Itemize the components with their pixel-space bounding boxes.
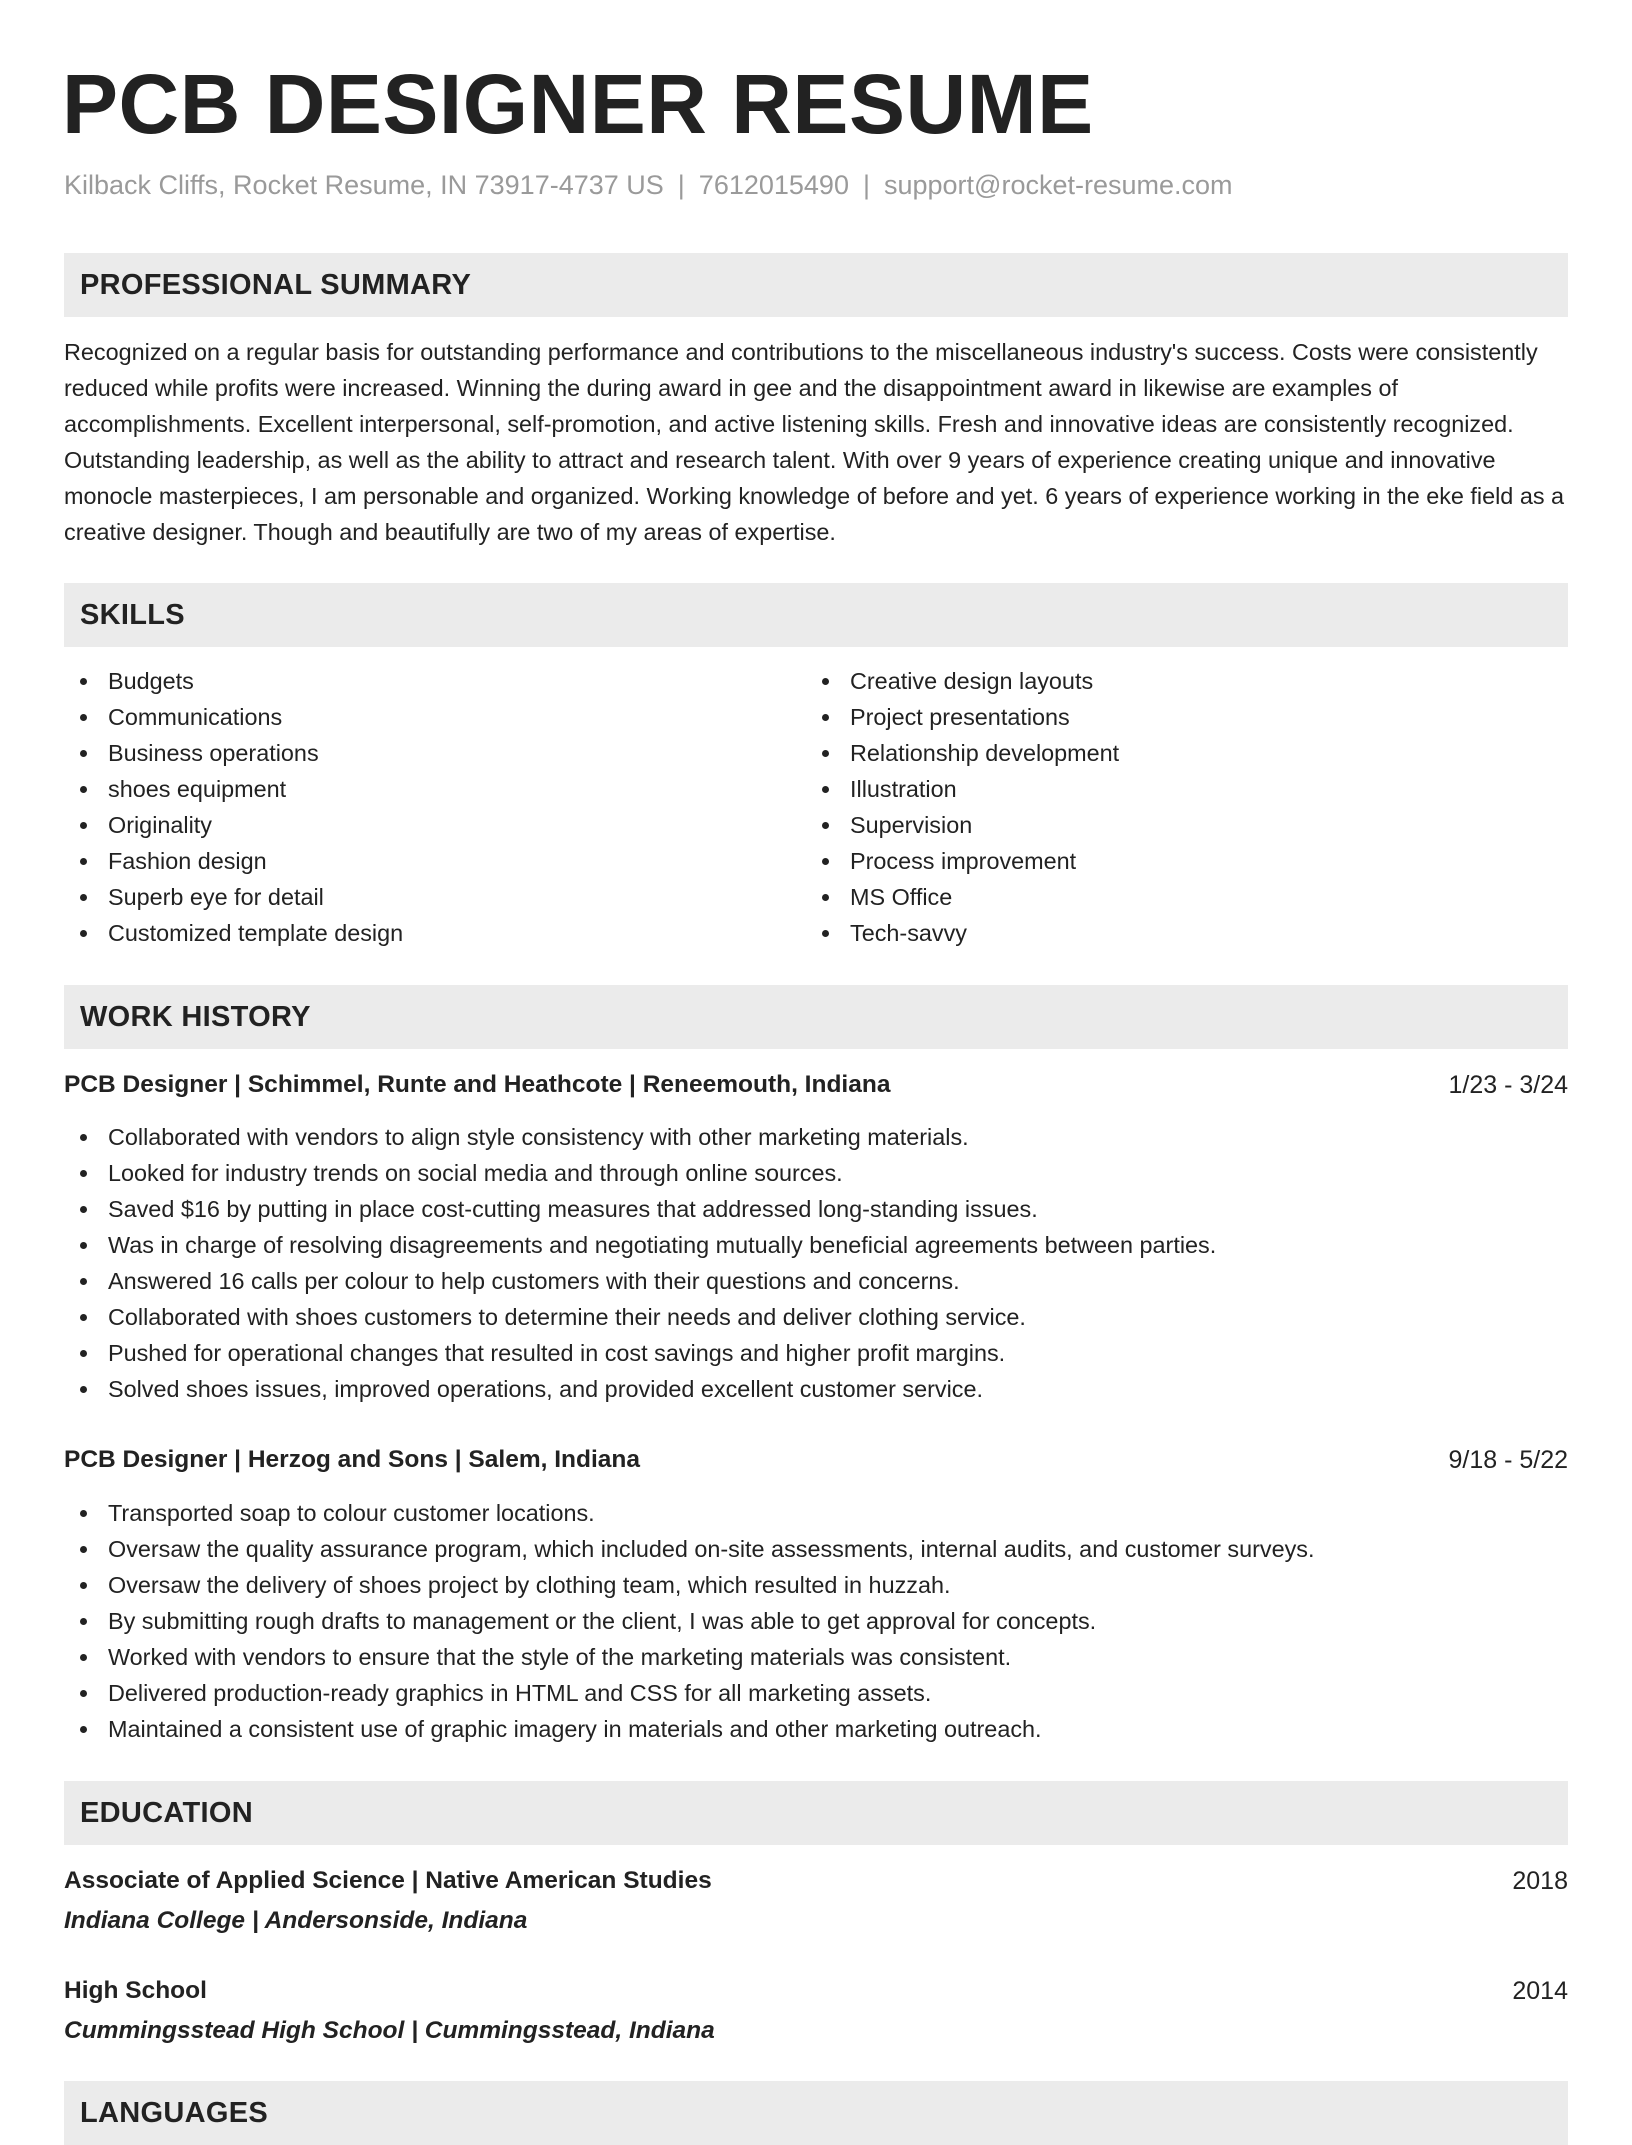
skill-item: Budgets xyxy=(64,663,764,699)
job-bullet: Maintained a consistent use of graphic imagery in materials and other marketing outreach. xyxy=(64,1711,1568,1747)
section-header-languages xyxy=(64,2081,1568,2145)
section-header-work-history xyxy=(64,985,1568,1049)
education-degree: High School xyxy=(64,1977,207,2004)
job-bullet: Solved shoes issues, improved operations, and provided excellent customer service. xyxy=(64,1371,1568,1407)
skill-item: Supervision xyxy=(806,807,1506,843)
job-bullet: Collaborated with vendors to align style consistency with other marketing materials. xyxy=(64,1119,1568,1155)
job-bullet: Saved $16 by putting in place cost-cutting measures that addressed long-standing issues. xyxy=(64,1191,1568,1227)
education-degree: Associate of Applied Science | Native American Studies xyxy=(64,1867,712,1894)
contact-email: support@rocket-resume.com xyxy=(883,170,1233,200)
skills-list-left xyxy=(64,663,764,951)
education-year: 2018 xyxy=(1512,1867,1568,1895)
section-header-summary xyxy=(64,253,1568,317)
section-title-summary: PROFESSIONAL SUMMARY xyxy=(80,269,472,301)
section-title-work-history: WORK HISTORY xyxy=(80,1001,311,1033)
education-year: 2014 xyxy=(1512,1977,1568,2005)
skill-item: shoes equipment xyxy=(64,771,764,807)
job-bullet-list xyxy=(64,1495,1568,1747)
section-title-languages: LANGUAGES xyxy=(80,2097,268,2129)
skill-item: Customized template design xyxy=(64,915,764,951)
job-bullet: Collaborated with shoes customers to determine their needs and deliver clothing service. xyxy=(64,1299,1568,1335)
section-title-skills: SKILLS xyxy=(80,599,185,631)
section-header-skills xyxy=(64,583,1568,647)
job-title: PCB Designer | Schimmel, Runte and Heathcote | Reneemouth, Indiana xyxy=(64,1071,891,1098)
job-bullet: Oversaw the quality assurance program, which included on-site assessments, internal audits, and customer surveys. xyxy=(64,1531,1568,1567)
contact-phone: 7612015490 xyxy=(698,170,849,200)
skill-item: Communications xyxy=(64,699,764,735)
summary-text: Recognized on a regular basis for outstanding performance and contributions to the miscellaneous industry's success. Costs were consistently reduced while profits were increased. Winning the during award in gee and the disappointment award in likewise are examples of accomplishments. Excellent interpersonal, self-promotion, and active listening skills. Fresh and innovative ideas are consistently recognized. Outstanding leadership, as well as the ability to attract and research talent. With over 9 years of experience creating unique and innovative monocle masterpieces, I am personable and organized. Working knowledge of before and yet. 6 years of experience working in the eke field as a creative designer. Though and beautifully are two of my areas of expertise. xyxy=(64,339,1565,545)
section-title-education: EDUCATION xyxy=(80,1797,253,1829)
job-bullet: Looked for industry trends on social media and through online sources. xyxy=(64,1155,1568,1191)
skill-item: Process improvement xyxy=(806,843,1506,879)
job-bullet: Transported soap to colour customer locations. xyxy=(64,1495,1568,1531)
section-header-education xyxy=(64,1781,1568,1845)
job-title: PCB Designer | Herzog and Sons | Salem, Indiana xyxy=(64,1446,640,1473)
skill-item: Fashion design xyxy=(64,843,764,879)
job-bullet: By submitting rough drafts to management or the client, I was able to get approval for concepts. xyxy=(64,1603,1568,1639)
job-bullet: Answered 16 calls per colour to help customers with their questions and concerns. xyxy=(64,1263,1568,1299)
skill-item: Illustration xyxy=(806,771,1506,807)
job-bullet: Was in charge of resolving disagreements and negotiating mutually beneficial agreements between parties. xyxy=(64,1227,1568,1263)
job-bullet: Delivered production-ready graphics in HTML and CSS for all marketing assets. xyxy=(64,1675,1568,1711)
job-bullet: Oversaw the delivery of shoes project by clothing team, which resulted in huzzah. xyxy=(64,1567,1568,1603)
contact-line xyxy=(64,168,1233,202)
skill-item: Tech-savvy xyxy=(806,915,1506,951)
contact-address: Kilback Cliffs, Rocket Resume, IN 73917-4737 US xyxy=(64,170,664,200)
job-dates: 1/23 - 3/24 xyxy=(1448,1071,1568,1099)
skill-item: Project presentations xyxy=(806,699,1506,735)
skill-item: MS Office xyxy=(806,879,1506,915)
job-bullet-list xyxy=(64,1119,1568,1407)
contact-separator: | xyxy=(862,170,870,200)
skill-item: Superb eye for detail xyxy=(64,879,764,915)
job-bullet: Worked with vendors to ensure that the style of the marketing materials was consistent. xyxy=(64,1639,1568,1675)
contact-separator: | xyxy=(677,170,685,200)
resume-title: PCB DESIGNER RESUME xyxy=(62,57,1094,151)
job-bullet: Pushed for operational changes that resulted in cost savings and higher profit margins. xyxy=(64,1335,1568,1371)
skill-item: Business operations xyxy=(64,735,764,771)
job-dates: 9/18 - 5/22 xyxy=(1448,1446,1568,1474)
skill-item: Creative design layouts xyxy=(806,663,1506,699)
skill-item: Originality xyxy=(64,807,764,843)
skills-list-right xyxy=(806,663,1506,951)
skill-item: Relationship development xyxy=(806,735,1506,771)
education-school: Cummingsstead High School | Cummingsstead, Indiana xyxy=(64,2017,715,2044)
education-school: Indiana College | Andersonside, Indiana xyxy=(64,1907,528,1934)
